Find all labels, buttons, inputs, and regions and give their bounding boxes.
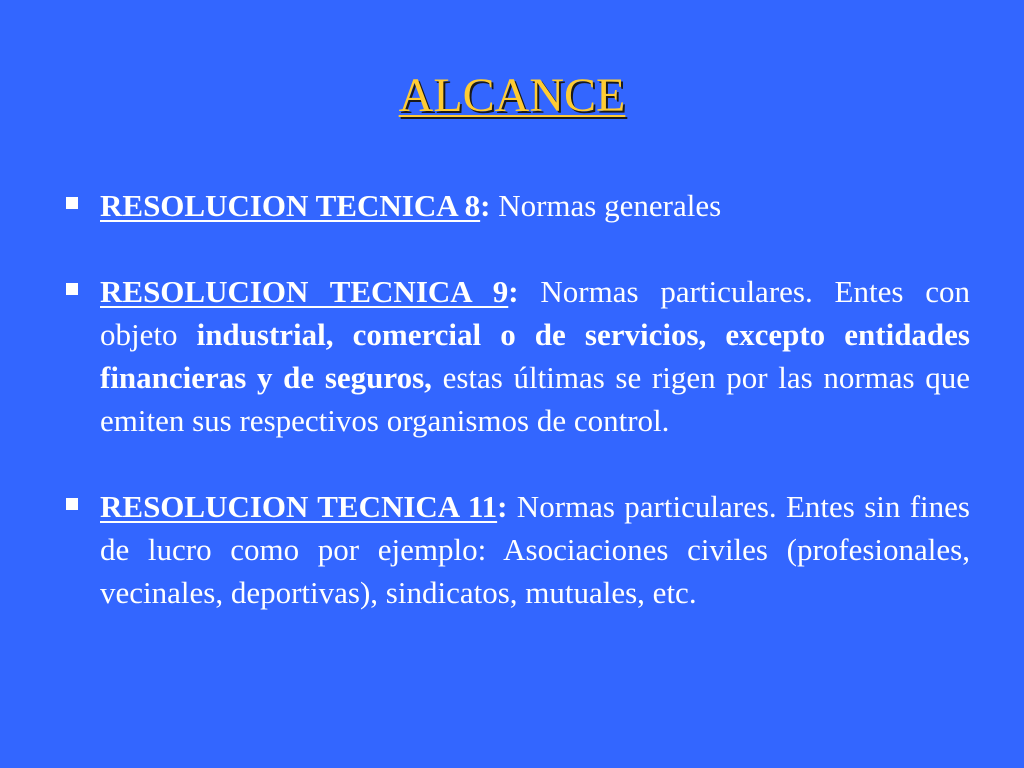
bullet-text-part-a: Normas particulares. Entes con objeto	[100, 274, 970, 352]
bullet-text-part-b: estas últimas se rigen por las normas que emiten sus respectivos organismos de control.	[100, 360, 970, 438]
square-bullet-icon	[66, 283, 78, 295]
square-bullet-icon	[66, 197, 78, 209]
bullet-label	[100, 489, 507, 524]
square-bullet-icon	[66, 498, 78, 510]
bullet-label-text: RESOLUCION TECNICA 8	[100, 188, 481, 223]
bullet-label	[100, 274, 519, 309]
bullet-item-rt11	[60, 485, 970, 614]
bullet-list	[60, 184, 970, 614]
bullet-label	[100, 188, 490, 223]
bullet-item-rt9	[60, 270, 970, 442]
bullet-text-bold: industrial, comercial o de servicios, excepto entidades financieras y de seguros,	[100, 317, 970, 395]
bullet-label-text: RESOLUCION TECNICA 11	[100, 489, 498, 524]
bullet-label-colon: :	[497, 489, 508, 524]
bullet-item-rt8	[60, 184, 970, 227]
bullet-text: Normas generales	[490, 188, 722, 223]
bullet-text: Normas particulares. Entes sin fines de lucro como por ejemplo: Asociaciones civiles (profesionales, vecinales, deportivas), sindicatos, mutuales, etc.	[100, 489, 970, 610]
bullet-label-colon: :	[480, 188, 491, 223]
bullet-label-colon: :	[508, 274, 519, 309]
bullet-label-text: RESOLUCION TECNICA 9	[100, 274, 509, 309]
slide-title: ALCANCE	[398, 69, 626, 122]
